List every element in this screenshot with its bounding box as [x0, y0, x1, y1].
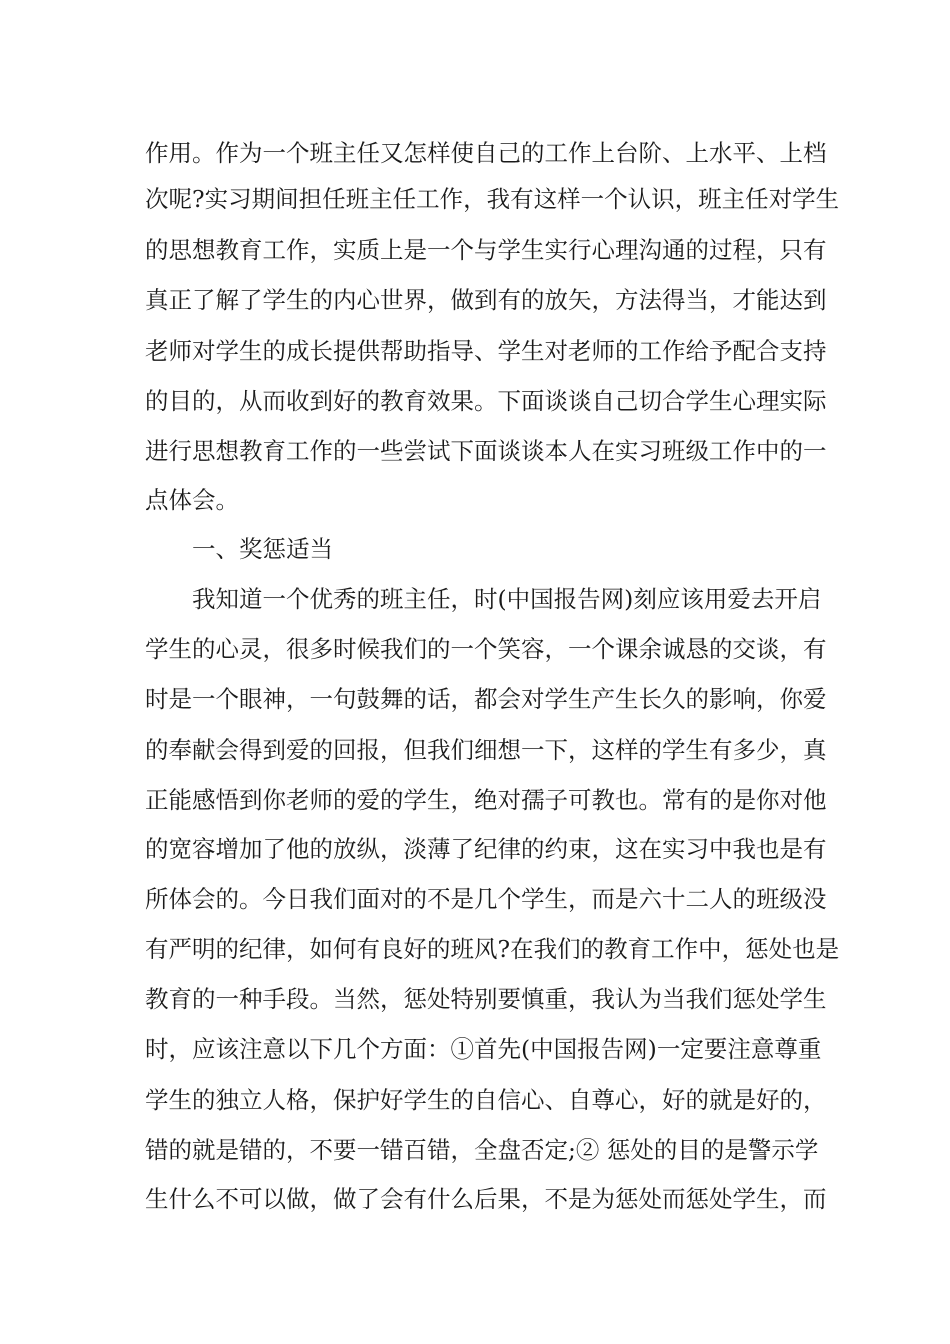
text-line: 老师对学生的成长提供帮助指导、学生对老师的工作给予配合支持: [145, 337, 827, 365]
text-line: 所体会的。今日我们面对的不是几个学生，而是六十二人的班级没: [145, 885, 827, 913]
text-line: 有严明的纪律，如何有良好的班风?在我们的教育工作中，惩处也是: [145, 935, 840, 963]
text-line: 的思想教育工作，实质上是一个与学生实行心理沟通的过程，只有: [145, 236, 827, 264]
text-line: 作用。作为一个班主任又怎样使自己的工作上台阶、上水平、上档: [145, 139, 827, 167]
text-line: 真正了解了学生的内心世界，做到有的放矢，方法得当，才能达到: [145, 286, 827, 314]
text-line: 错的就是错的，不要一错百错，全盘否定;② 惩处的目的是警示学: [145, 1136, 819, 1164]
text-line: 次呢?实习期间担任班主任工作，我有这样一个认识，班主任对学生: [145, 185, 840, 213]
text-line: 时，应该注意以下几个方面：①首先(中国报告网)一定要注意尊重: [145, 1035, 822, 1063]
text-line: 的目的，从而收到好的教育效果。下面谈谈自己切合学生心理实际: [145, 387, 827, 415]
text-line: 进行思想教育工作的一些尝试下面谈谈本人在实习班级工作中的一: [145, 437, 827, 465]
text-line: 的奉献会得到爱的回报，但我们细想一下，这样的学生有多少，真: [145, 736, 827, 764]
text-line: 时是一个眼神，一句鼓舞的话，都会对学生产生长久的影响，你爱: [145, 685, 827, 713]
text-line: 我知道一个优秀的班主任，时(中国报告网)刻应该用爱去开启: [192, 585, 822, 613]
text-line: 学生的心灵，很多时候我们的一个笑容，一个课余诚恳的交谈，有: [145, 635, 827, 663]
text-line: 生什么不可以做，做了会有什么后果，不是为惩处而惩处学生，而: [145, 1185, 827, 1213]
text-line: 正能感悟到你老师的爱的学生，绝对孺子可教也。常有的是你对他: [145, 786, 827, 814]
text-line: 点体会。: [145, 486, 239, 514]
section-heading: 一、奖惩适当: [192, 535, 333, 563]
text-line: 教育的一种手段。当然，惩处特别要慎重，我认为当我们惩处学生: [145, 985, 827, 1013]
text-line: 的宽容增加了他的放纵，淡薄了纪律的约束，这在实习中我也是有: [145, 835, 827, 863]
text-line: 学生的独立人格，保护好学生的自信心、自尊心，好的就是好的，: [145, 1086, 827, 1114]
